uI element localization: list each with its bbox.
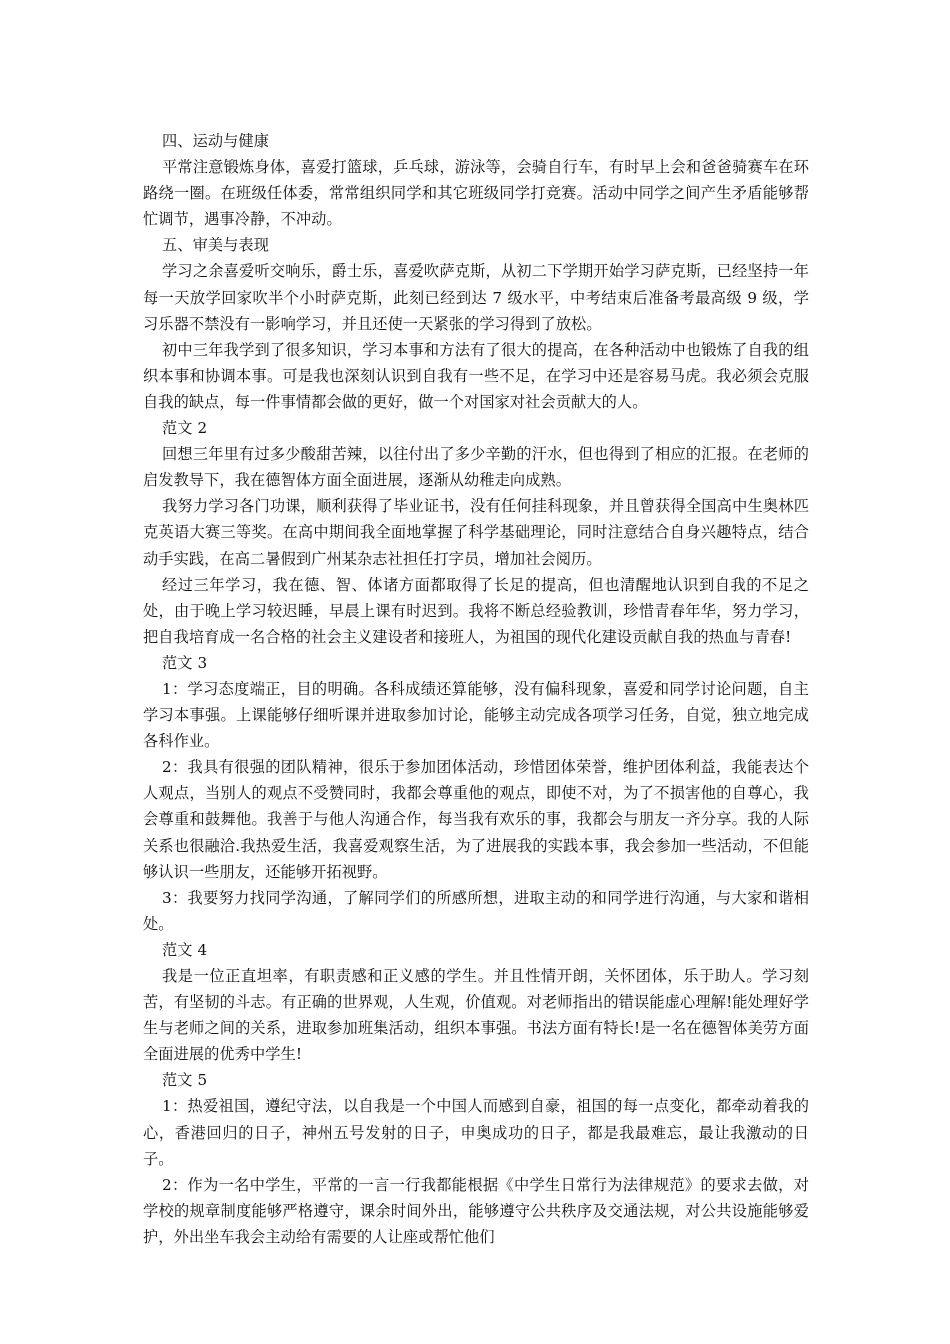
section-heading: 范文 2 (162, 419, 208, 438)
section-heading: 五、审美与表现 (162, 236, 270, 255)
paragraph: 1：热爱祖国，遵纪守法，以自我是一个中国人而感到自豪，祖国的每一点变化，都牵动着我的心，香港回归的日子，神州五号发射的日子，申奥成功的日子，都是我最难忘，最让我激动的日子。 (143, 1097, 809, 1168)
paragraph: 学习之余喜爱听交响乐，爵士乐，喜爱吹萨克斯，从初二下学期开始学习萨克斯，已经坚持一年每一天放学回家吹半个小时萨克斯，此刻已经到达 7 级水平，中考结束后准备考最高级 9 级，学习乐器不禁没有一影响学习，并且还使一天紧张的学习得到了放松。 (143, 262, 809, 333)
paragraph: 经过三年学习，我在德、智、体诸方面都取得了长足的提高，但也清醒地认识到自我的不足之处，由于晚上学习较迟睡，早晨上课有时迟到。我将不断总经验教训，珍惜青春年华，努力学习，把自我培育成一名合格的社会主义建设者和接班人，为祖国的现代化建设贡献自我的热血与青春! (143, 575, 809, 646)
paragraph: 我努力学习各门功课，顺利获得了毕业证书，没有任何挂科现象，并且曾获得全国高中生奥林匹克英语大赛三等奖。在高中期间我全面地掌握了科学基础理论，同时注意结合自身兴趣特点，结合动手实践，在高二暑假到广州某杂志社担任打字员，增加社会阅历。 (143, 497, 809, 568)
paragraph: 初中三年我学到了很多知识，学习本事和方法有了很大的提高，在各种活动中也锻炼了自我的组织本事和协调本事。可是我也深刻认识到自我有一些不足，在学习中还是容易马虎。我必须会克服自我的缺点，每一件事情都会做的更好，做一个对国家对社会贡献大的人。 (143, 340, 809, 411)
paragraph: 平常注意锻炼身体，喜爱打篮球，乒乓球，游泳等，会骑自行车，有时早上会和爸爸骑赛车在环路绕一圈。在班级任体委，常常组织同学和其它班级同学打竞赛。活动中同学之间产生矛盾能够帮忙调节，遇事冷静，不冲动。 (143, 158, 809, 229)
document-page (143, 128, 809, 1250)
paragraph: 2：我具有很强的团队精神，很乐于参加团体活动，珍惜团体荣誉，维护团体利益，我能表达个人观点，当别人的观点不受赞同时，我都会尊重他的观点，即使不对，为了不损害他的自尊心，我会尊重和鼓舞他。我善于与他人沟通合作，每当我有欢乐的事，我都会与朋友一齐分享。我的人际关系也很融洽.我热爱生活，我喜爱观察生活，为了进展我的实践本事，我会参加一些活动，不但能够认识一些朋友，还能够开拓视野。 (143, 758, 809, 881)
section-heading: 四、运动与健康 (162, 132, 270, 150)
section-heading: 范文 5 (162, 1071, 208, 1090)
paragraph: 我是一位正直坦率，有职责感和正义感的学生。并且性情开朗，关怀团体，乐于助人。学习刻苦，有坚韧的斗志。有正确的世界观，人生观，价值观。对老师指出的错误能虚心理解!能处理好学生与老师之间的关系，进取参加班集活动，组织本事强。书法方面有特长!是一名在德智体美劳方面全面进展的优秀中学生! (143, 967, 809, 1064)
paragraph: 2：作为一名中学生，平常的一言一行我都能根据《中学生日常行为法律规范》的要求去做，对学校的规章制度能够严格遵守，课余时间外出，能够遵守公共秩序及交通法规，对公共设施能够爱护，外出坐车我会主动给有需要的人让座或帮忙他们 (143, 1175, 809, 1246)
paragraph: 1：学习态度端正，目的明确。各科成绩还算能够，没有偏科现象，喜爱和同学讨论问题，自主学习本事强。上课能够仔细听课并进取参加讨论，能够主动完成各项学习任务，自觉，独立地完成各科作业。 (143, 679, 809, 751)
paragraph: 3：我要努力找同学沟通，了解同学们的所感所想，进取主动的和同学进行沟通，与大家和谐相处。 (143, 888, 809, 933)
section-heading: 范文 4 (162, 940, 208, 959)
section-heading: 范文 3 (162, 653, 208, 672)
paragraph: 回想三年里有过多少酸甜苦辣，以往付出了多少辛勤的汗水，但也得到了相应的汇报。在老师的启发教导下，我在德智体方面全面进展，逐渐从幼稚走向成熟。 (143, 445, 809, 490)
